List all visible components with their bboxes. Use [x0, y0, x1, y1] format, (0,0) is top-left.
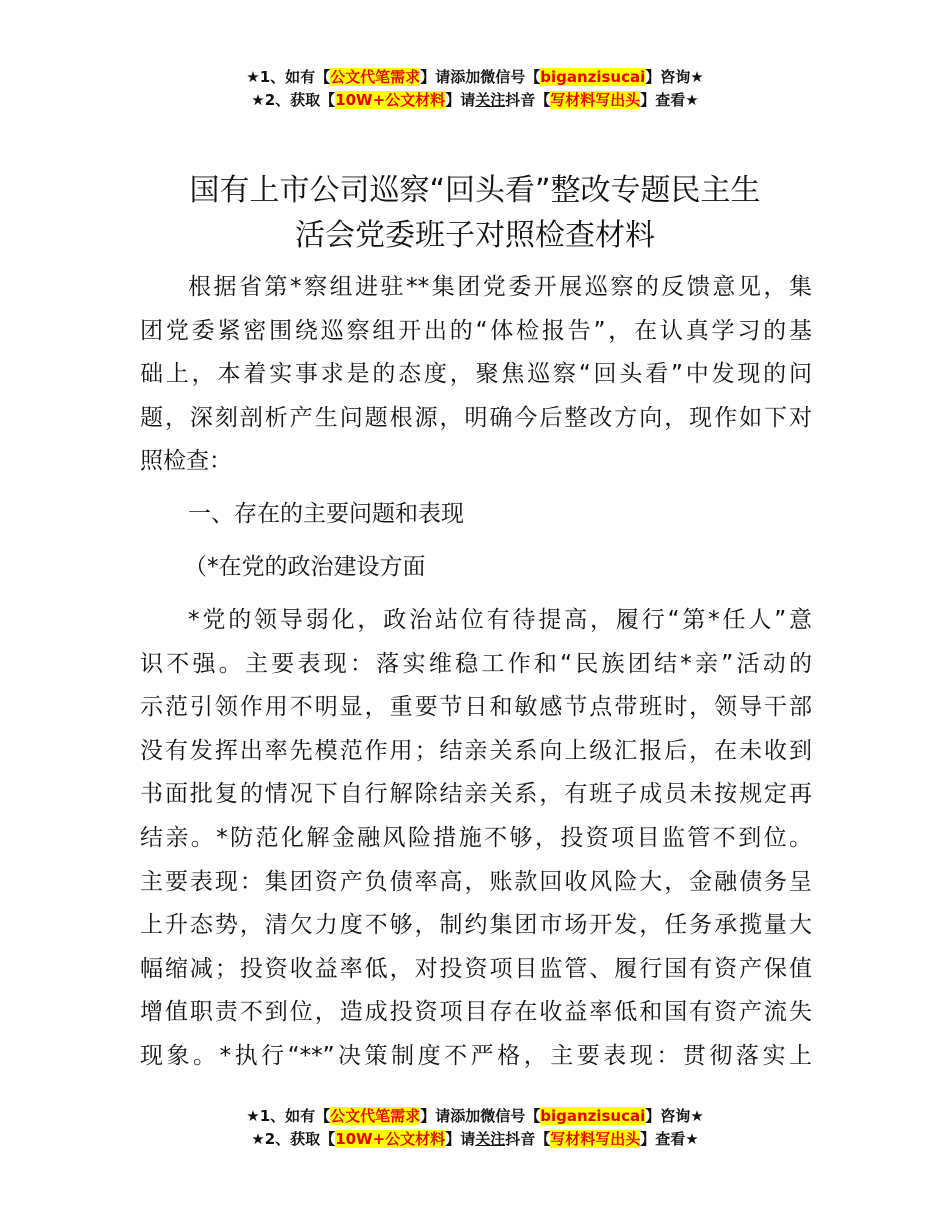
paragraph-line: 现象。*执行“**”决策制度不严格，主要表现：贯彻落实上: [140, 1042, 812, 1069]
banner-text: ★2、获取【: [251, 91, 336, 109]
footer-banner: [0, 1105, 950, 1151]
banner-line-1: [0, 1105, 950, 1128]
banner-text: 】请添加微信号【: [420, 68, 541, 86]
banner-highlight: 写材料写出头: [550, 1130, 641, 1148]
paragraph-line: 照检查：: [140, 448, 232, 475]
paragraph-line: 结亲。*防范化解金融风险措施不够，投资项目监管不到位。: [140, 824, 812, 851]
banner-text: 】请: [445, 1130, 476, 1148]
intro-paragraph: [140, 266, 812, 484]
banner-highlight: 10W+公文材料: [335, 91, 446, 109]
header-banner: [0, 66, 950, 112]
banner-line-2: [0, 89, 950, 112]
paragraph-line: 识不强。主要表现：落实维稳工作和“民族团结*亲”活动的: [140, 650, 812, 677]
banner-highlight: biganzisucai: [540, 1107, 646, 1125]
banner-underlined-text: 关注: [475, 1130, 506, 1148]
banner-text: 】咨询★: [645, 68, 704, 86]
paragraph-line: 上升态势，清欠力度不够，制约集团市场开发，任务承揽量大: [140, 912, 812, 939]
banner-text: 】请: [445, 91, 476, 109]
banner-text: 】查看★: [640, 1130, 699, 1148]
paragraph-line: 题，深刻剖析产生问题根源，明确今后整改方向，现作如下对: [140, 404, 812, 431]
banner-text: ★1、如有【: [246, 1107, 331, 1125]
banner-text: 】咨询★: [645, 1107, 704, 1125]
paragraph-line: 主要表现：集团资产负债率高，账款回收风险大，金融债务呈: [140, 868, 812, 895]
banner-text: 】请添加微信号【: [420, 1107, 541, 1125]
paragraph-line: 书面批复的情况下自行解除结亲关系，有班子成员未按规定再: [140, 781, 812, 808]
heading-text: （*在党的政治建设方面: [184, 554, 426, 580]
banner-text: 】查看★: [640, 91, 699, 109]
body-paragraph: [140, 599, 812, 1079]
subsection-heading: [140, 546, 812, 590]
banner-text: ★1、如有【: [246, 68, 331, 86]
paragraph-line: 增值职责不到位，造成投资项目存在收益率低和国有资产流失: [140, 999, 812, 1026]
paragraph-line: *党的领导弱化，政治站位有待提高，履行“第*任人”意: [188, 607, 812, 633]
paragraph-line: 示范引领作用不明显，重要节日和敏感节点带班时，领导干部: [140, 694, 812, 721]
banner-highlight: 公文代笔需求: [330, 1107, 421, 1125]
title-line: 活会党委班子对照检查材料: [295, 218, 655, 253]
paragraph-line: 础上，本着实事求是的态度，聚焦巡察“回头看”中发现的问: [140, 361, 812, 388]
banner-text: 抖音【: [505, 91, 551, 109]
banner-highlight: 公文代笔需求: [330, 68, 421, 86]
title-line: 国有上市公司巡察“回头看”整改专题民主生: [189, 173, 761, 208]
heading-text: 一、存在的主要问题和表现: [188, 501, 464, 527]
banner-highlight: 10W+公文材料: [335, 1130, 446, 1148]
section-heading: [140, 493, 812, 537]
document-title: [100, 168, 850, 258]
paragraph-line: 没有发挥出率先模范作用；结亲关系向上级汇报后，在未收到: [140, 737, 812, 764]
banner-highlight: biganzisucai: [540, 68, 646, 86]
banner-highlight: 写材料写出头: [550, 91, 641, 109]
paragraph-line: 团党委紧密围绕巡察组开出的“体检报告”，在认真学习的基: [140, 317, 812, 344]
banner-line-1: [0, 66, 950, 89]
banner-line-2: [0, 1128, 950, 1151]
paragraph-line: 根据省第*察组进驻**集团党委开展巡察的反馈意见，集: [188, 274, 812, 300]
banner-text: ★2、获取【: [251, 1130, 336, 1148]
banner-text: 抖音【: [505, 1130, 551, 1148]
paragraph-line: 幅缩减；投资收益率低，对投资项目监管、履行国有资产保值: [140, 955, 812, 982]
banner-underlined-text: 关注: [475, 91, 506, 109]
